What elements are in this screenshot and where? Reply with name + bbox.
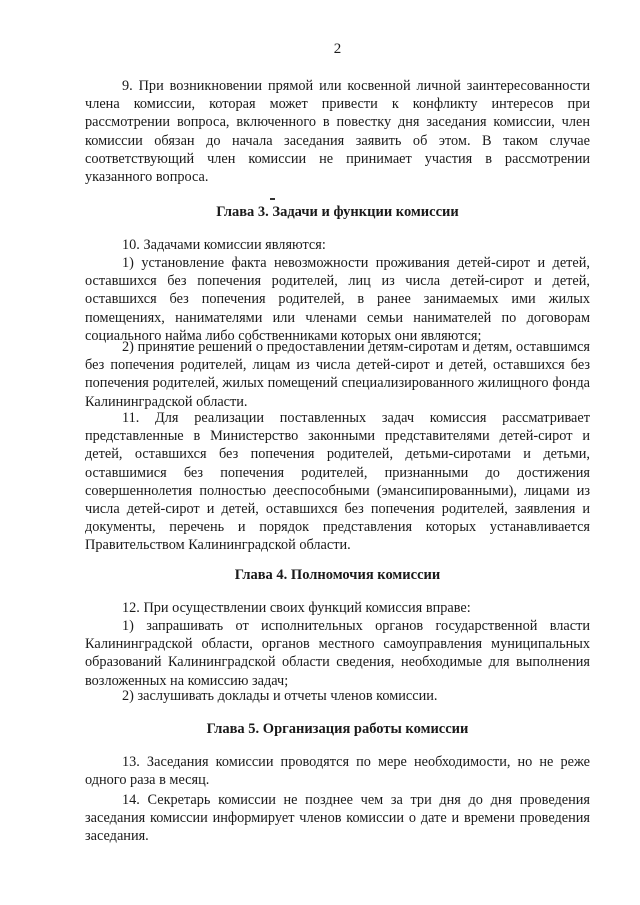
paragraph-10: 10. Задачами комиссии являются: xyxy=(122,237,326,253)
stray-mark xyxy=(270,198,275,200)
paragraph-13: 13. Заседания комиссии проводятся по мере необходимости, но не реже одного раза в месяц. xyxy=(85,754,590,789)
chapter-5-heading: Глава 5. Организация работы комиссии xyxy=(206,721,469,737)
paragraph-10-item-1: 1) установление факта невозможности проживания детей-сирот и детей, оставшихся без попечения родителей, лиц из числа детей-сирот и детей, оставшихся без попечения родителей, в ранее занимаемых ими жилых помещениях, нанимателями или членами семьи нанимателей по договорам социального найма либо собственниками которых они являются; xyxy=(85,255,590,344)
paragraph-9: 9. При возникновении прямой или косвенной личной заинтересованности члена комиссии, которая может привести к конфликту интересов при рассмотрении вопроса, включенного в повестку дня заседания комиссии, член комиссии обязан до начала заседания заявить об этом. В таком случае соответствующий член комиссии не принимает участия в рассмотрении указанного вопроса. xyxy=(85,78,590,186)
chapter-3-heading: Глава 3. Задачи и функции комиссии xyxy=(216,204,459,220)
paragraph-10-item-2: 2) принятие решений о предоставлении детям-сиротам и детям, оставшимся без попечения родителей, лицам из числа детей-сирот и детей, оставшихся без попечения родителей, жилых помещений специализированного жилищного фонда Калининградской области. xyxy=(85,339,590,410)
paragraph-12: 12. При осуществлении своих функций комиссия вправе: xyxy=(122,600,471,616)
paragraph-12-item-1: 1) запрашивать от исполнительных органов государственной власти Калининградской области, органов местного самоуправления муниципальных образований Калининградской области сведения, необходимые для выполнения возложенных на комиссию задач; xyxy=(85,618,590,689)
page-number: 2 xyxy=(333,41,342,57)
paragraph-12-item-2: 2) заслушивать доклады и отчеты членов комиссии. xyxy=(122,688,438,704)
paragraph-11: 11. Для реализации поставленных задач комиссия рассматривает представленные в Министерство законными представителями детей-сирот и детей, оставшихся без попечения родителей, детьми-сиротами и детьми, оставшимися без попечения родителей, признанными до достижения совершеннолетия полностью дееспособными (эмансипированными), лицами из числа детей-сирот и детей, оставшихся без попечения родителей, заявления и документы, перечень и порядок представления которых устанавливается Правительством Калининградской области. xyxy=(85,410,590,554)
paragraph-14: 14. Секретарь комиссии не позднее чем за три дня до дня проведения заседания комиссии информирует членов комиссии о дате и времени проведения заседания. xyxy=(85,792,590,845)
chapter-4-heading: Глава 4. Полномочия комиссии xyxy=(234,567,441,583)
